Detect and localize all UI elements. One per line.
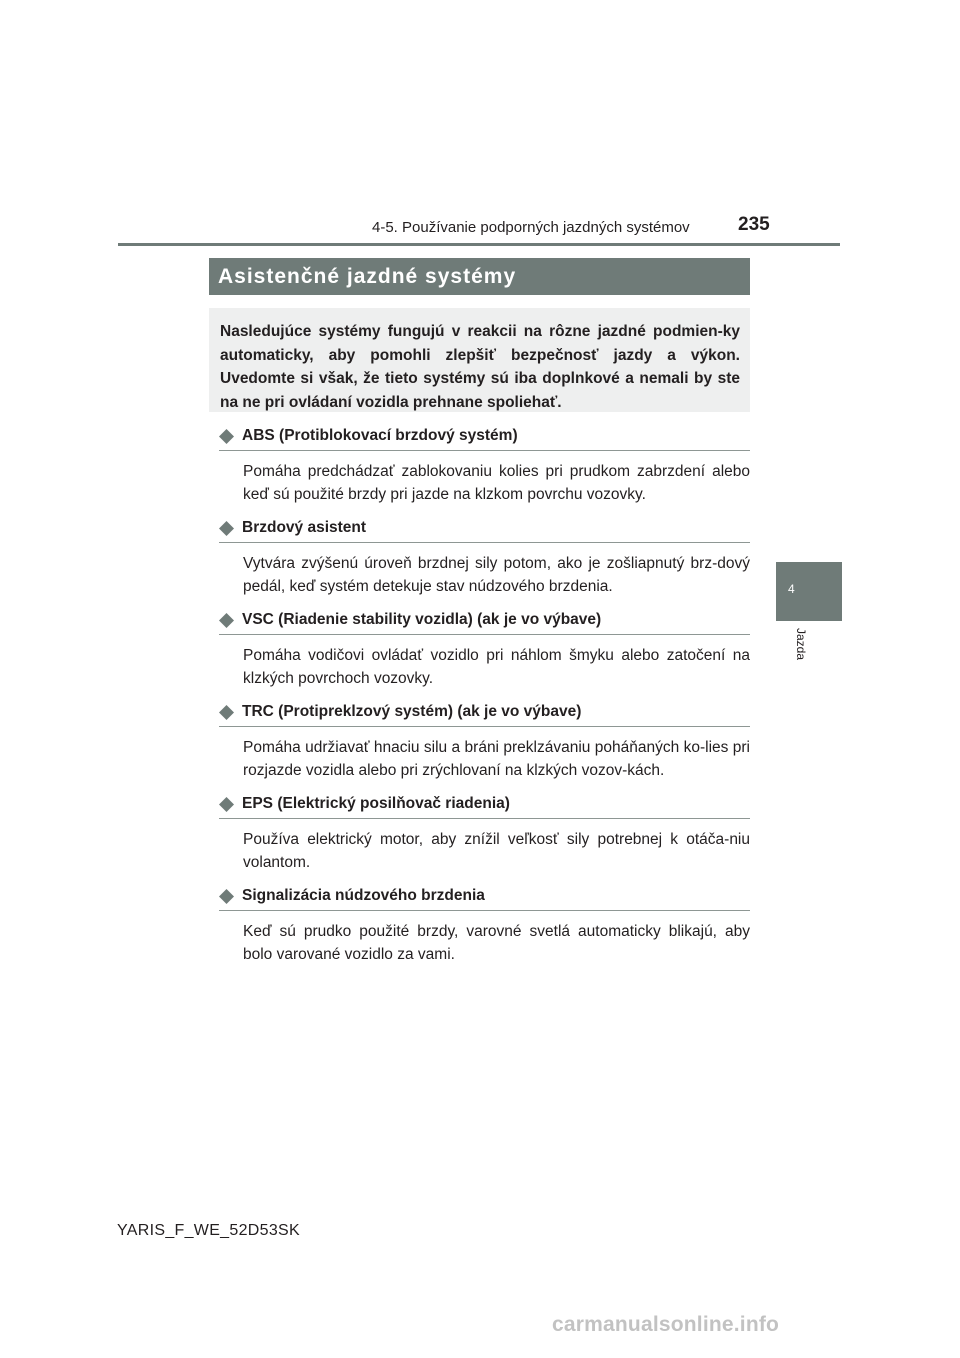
item-heading	[219, 886, 750, 911]
page-number: 235	[738, 214, 770, 235]
item-heading	[219, 518, 750, 543]
chapter-tab-label: Jazda	[794, 628, 808, 661]
item-description: Pomáha predchádzať zablokovaniu kolies pri prudkom zabrzdení alebo keď sú použité brzdy pri jazde na klzkom povrchu vozovky.	[243, 463, 750, 503]
watermark[interactable]: carmanualsonline.info	[552, 1313, 780, 1336]
item-title: ABS (Protiblokovací brzdový systém)	[242, 427, 518, 444]
chapter-header: 4-5. Používanie podporných jazdných systémov	[372, 219, 690, 236]
section-title: Asistenčné jazdné systémy	[209, 258, 750, 295]
item-description: Pomáha vodičovi ovládať vozidlo pri náhlom šmyku alebo zatočení na klzkých povrchoch vozovky.	[243, 647, 750, 687]
item-description: Vytvára zvýšenú úroveň brzdnej sily potom, ako je zošliapnutý brz-dový pedál, keď systém detekuje stav núdzového brzdenia.	[243, 555, 750, 595]
diamond-bullet-icon	[219, 429, 234, 444]
list-item	[219, 610, 750, 690]
diamond-bullet-icon	[219, 797, 234, 812]
diamond-bullet-icon	[219, 705, 234, 720]
diamond-bullet-icon	[219, 521, 234, 536]
list-item	[219, 886, 750, 966]
feature-list	[219, 426, 750, 978]
item-description: Pomáha udržiavať hnaciu silu a bráni preklzávaniu poháňaných ko-lies pri rozjazde vozidla alebo pri zrýchlovaní na klzkých vozov-kách.	[243, 739, 750, 779]
diamond-bullet-icon	[219, 889, 234, 904]
item-title: VSC (Riadenie stability vozidla) (ak je vo výbave)	[242, 611, 602, 628]
item-title: TRC (Protipreklzový systém) (ak je vo výbave)	[242, 703, 582, 720]
item-title: Brzdový asistent	[242, 519, 367, 536]
item-heading	[219, 610, 750, 635]
item-title: EPS (Elektrický posilňovač riadenia)	[242, 795, 510, 812]
list-item	[219, 426, 750, 506]
list-item	[219, 794, 750, 874]
item-heading	[219, 794, 750, 819]
item-heading	[219, 702, 750, 727]
chapter-tab-number: 4	[788, 582, 795, 596]
intro-text: Nasledujúce systémy fungujú v reakcii na rôzne jazdné podmien-ky automaticky, aby pomohli zlepšiť bezpečnosť jazdy a výkon. Uvedomte si však, že tieto systémy sú iba doplnkové a nemali by ste na ne pri ovládaní vozidla prehnane spoliehať.	[220, 323, 740, 411]
item-heading	[219, 426, 750, 451]
diamond-bullet-icon	[219, 613, 234, 628]
header-divider	[118, 243, 840, 246]
item-title: Signalizácia núdzového brzdenia	[242, 887, 485, 904]
item-description: Používa elektrický motor, aby znížil veľkosť sily potrebnej k otáča-niu volantom.	[243, 831, 750, 871]
list-item	[219, 518, 750, 598]
intro-box	[209, 308, 750, 412]
item-description: Keď sú prudko použité brzdy, varovné svetlá automaticky blikajú, aby bolo varované vozidlo za vami.	[243, 923, 750, 963]
chapter-tab[interactable]	[776, 562, 842, 621]
list-item	[219, 702, 750, 782]
document-code: YARIS_F_WE_52D53SK	[117, 1222, 300, 1239]
